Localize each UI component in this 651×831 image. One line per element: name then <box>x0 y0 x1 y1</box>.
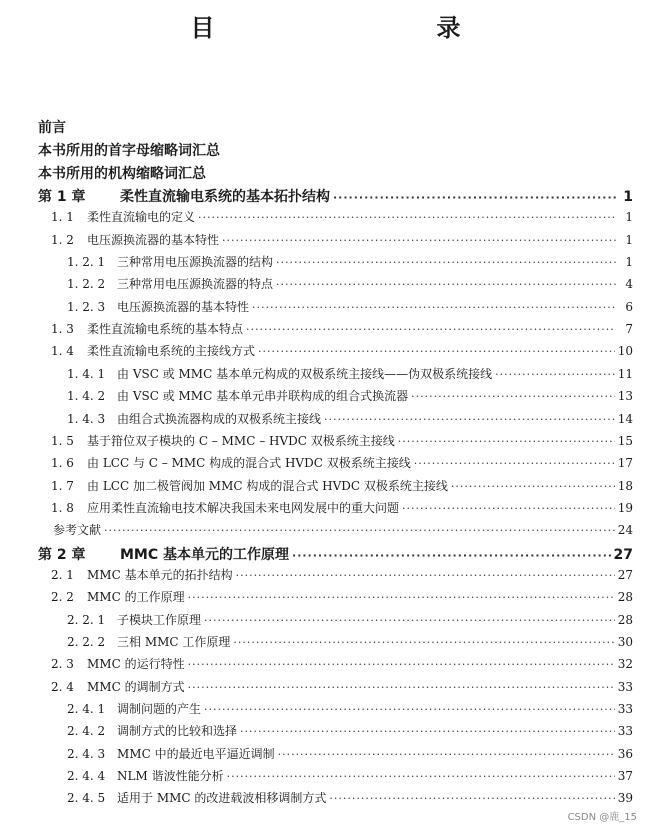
toc-entry-page: 27 <box>617 568 633 582</box>
dot-leader <box>204 703 615 716</box>
toc-entry-title: 三相 MMC 工作原理 <box>117 635 231 649</box>
toc-entry[interactable] <box>67 789 633 806</box>
dot-leader <box>411 390 615 403</box>
toc-entry-page: 10 <box>617 344 633 358</box>
toc-entry[interactable] <box>67 275 633 292</box>
toc-entry-number: 2. 2 <box>51 590 74 604</box>
toc-entry[interactable] <box>67 253 633 270</box>
toc-entry-title: 应用柔性直流输电技术解决我国未来电网发展中的重大问题 <box>87 501 400 515</box>
toc-entry-page: 33 <box>617 680 633 694</box>
dot-leader <box>414 457 615 470</box>
toc-entry-page: 33 <box>617 724 633 738</box>
toc-entry-title: MMC 中的最近电平逼近调制 <box>117 747 275 761</box>
toc-entry[interactable] <box>51 499 633 516</box>
toc-entry-number: 1. 4 <box>51 344 74 358</box>
dot-leader <box>451 480 615 493</box>
toc-entry-title: MMC 基本单元的拓扑结构 <box>87 568 233 582</box>
toc-entry-page: 32 <box>617 657 633 671</box>
toc-entry-number: 2. 4. 2 <box>67 724 106 738</box>
toc-entry-page: 24 <box>617 523 633 537</box>
toc-entry-title: 柔性直流输电的定义 <box>87 210 196 224</box>
dot-leader <box>222 234 616 247</box>
toc-entry[interactable] <box>38 544 633 564</box>
toc-entry-page: 19 <box>617 501 633 515</box>
dot-leader <box>188 658 615 671</box>
toc-entry-number: 1. 8 <box>51 501 74 515</box>
toc-entry-number: 2. 4 <box>51 680 74 694</box>
toc-entry-title: 柔性直流输电系统的基本拓扑结构 <box>120 189 330 205</box>
toc-entry-page: 11 <box>617 367 633 381</box>
toc-entry[interactable] <box>67 365 633 382</box>
toc-entry-title: 由 VSC 或 MMC 基本单元串并联构成的组合式换流器 <box>117 389 409 403</box>
dot-leader <box>258 345 615 358</box>
toc-entry-number: 1. 4. 2 <box>67 389 106 403</box>
toc-entry-title: MMC 的工作原理 <box>87 590 185 604</box>
toc-entry[interactable] <box>67 387 633 404</box>
dot-leader <box>329 792 614 805</box>
toc-entry-title: 电压源换流器的基本特性 <box>117 300 250 314</box>
toc-entry-page: 6 <box>625 300 633 314</box>
toc-entry[interactable] <box>51 342 633 359</box>
toc-entry-page: 37 <box>617 769 633 783</box>
toc-entry-title: MMC 基本单元的工作原理 <box>120 547 290 563</box>
toc-entry[interactable] <box>53 521 633 538</box>
toc-entry-number: 1. 1 <box>51 210 74 224</box>
dot-leader <box>276 278 616 291</box>
toc-entry[interactable] <box>51 231 633 248</box>
dot-leader <box>278 748 615 761</box>
toc-entry-page: 7 <box>625 322 633 336</box>
toc-entry-title: 参考文献 <box>53 523 102 537</box>
toc-entry-page: 1 <box>623 189 633 205</box>
dot-leader <box>276 256 616 269</box>
toc-entry-page: 28 <box>617 613 633 627</box>
toc-entry-number: 1. 7 <box>51 479 74 493</box>
toc-entry-number: 2. 4. 4 <box>67 769 106 783</box>
toc-entry[interactable] <box>67 410 633 427</box>
dot-leader <box>198 211 616 224</box>
toc-entry-page: 30 <box>617 635 633 649</box>
dot-leader <box>402 502 615 515</box>
toc-entry[interactable] <box>67 633 633 650</box>
toc-entry-number: 2. 4. 3 <box>67 747 106 761</box>
watermark: CSDN @鹿_15 <box>567 812 637 823</box>
toc-entry-page: 27 <box>613 547 633 563</box>
dot-leader <box>233 636 614 649</box>
dot-leader <box>495 368 615 381</box>
toc-entry-title: 柔性直流输电系统的主接线方式 <box>87 344 256 358</box>
toc-entry-title: 基于箝位双子模块的 C – MMC – HVDC 双极系统主接线 <box>87 434 395 448</box>
toc-entry-page: 14 <box>617 412 633 426</box>
toc-entry-number: 1. 2 <box>51 233 74 247</box>
toc-entry-title: 三种常用电压源换流器的特点 <box>117 277 274 291</box>
toc-entry-title: NLM 谐波性能分析 <box>117 769 224 783</box>
toc-entry-title: MMC 的调制方式 <box>87 680 185 694</box>
dot-leader <box>398 435 615 448</box>
dot-leader <box>240 725 615 738</box>
front-matter-acronyms: 本书所用的首字母缩略词汇总 <box>38 143 220 159</box>
toc-entry-title: 由 LCC 与 C – MMC 构成的混合式 HVDC 双极系统主接线 <box>87 456 411 470</box>
toc-entry[interactable] <box>51 566 633 583</box>
toc-entry-title: 适用于 MMC 的改进载波相移调制方式 <box>117 791 327 805</box>
toc-entry[interactable] <box>51 588 633 605</box>
dot-leader <box>188 591 615 604</box>
toc-entry-number: 2. 2. 1 <box>67 613 106 627</box>
toc-entry-title: 调制方式的比较和选择 <box>117 724 238 738</box>
toc-entry[interactable] <box>67 722 633 739</box>
toc-entry-page: 13 <box>617 389 633 403</box>
toc-entry-page: 17 <box>617 456 633 470</box>
toc-entry-number: 第 2 章 <box>38 547 86 563</box>
toc-entry-number: 2. 3 <box>51 657 74 671</box>
toc-entry-title: 子模块工作原理 <box>117 613 202 627</box>
toc-entry-title: 调制问题的产生 <box>117 702 202 716</box>
dot-leader <box>204 614 615 627</box>
toc-entry-number: 1. 2. 1 <box>67 255 106 269</box>
toc-entry-number: 1. 6 <box>51 456 74 470</box>
front-matter-institutions: 本书所用的机构缩略词汇总 <box>38 166 206 182</box>
toc-entry-number: 第 1 章 <box>38 189 86 205</box>
toc-entry[interactable] <box>67 298 633 315</box>
toc-entry-page: 18 <box>617 479 633 493</box>
toc-entry-title: 电压源换流器的基本特性 <box>87 233 220 247</box>
toc-entry[interactable] <box>51 477 633 494</box>
toc-entry-page: 4 <box>625 277 633 291</box>
toc-entry-number: 2. 4. 1 <box>67 702 106 716</box>
toc-entry-number: 1. 4. 3 <box>67 412 106 426</box>
toc-entry[interactable] <box>67 767 633 784</box>
toc-entry-title: 由组合式换流器构成的双极系统主接线 <box>117 412 322 426</box>
front-matter-preface: 前言 <box>38 120 66 136</box>
toc-entry-page: 33 <box>617 702 633 716</box>
toc-entry[interactable] <box>67 700 633 717</box>
dot-leader <box>188 681 615 694</box>
toc-entry-page: 1 <box>625 233 633 247</box>
toc-entry-number: 1. 2. 3 <box>67 300 106 314</box>
toc-entry-title: 柔性直流输电系统的基本特点 <box>87 322 244 336</box>
toc-entry-title: 三种常用电压源换流器的结构 <box>117 255 274 269</box>
toc-entry-number: 1. 2. 2 <box>67 277 106 291</box>
page-title: 目 录 <box>190 14 519 42</box>
toc-entry[interactable] <box>51 678 633 695</box>
toc-entry[interactable] <box>38 186 633 206</box>
dot-leader <box>236 569 615 582</box>
toc-entry-number: 1. 4. 1 <box>67 367 106 381</box>
toc-entry-title: MMC 的运行特性 <box>87 657 185 671</box>
toc-entry[interactable] <box>67 611 633 628</box>
toc-entry[interactable] <box>51 432 633 449</box>
toc-entry-number: 2. 4. 5 <box>67 791 106 805</box>
toc-entry-page: 15 <box>617 434 633 448</box>
toc-entry[interactable] <box>51 655 633 672</box>
dot-leader <box>104 524 615 537</box>
toc-entry[interactable] <box>51 208 633 225</box>
toc-entry-page: 36 <box>617 747 633 761</box>
toc-entry-page: 39 <box>617 791 633 805</box>
toc-entry[interactable] <box>67 745 633 762</box>
dot-leader <box>227 770 615 783</box>
toc-entry-title: 由 LCC 加二极管阀加 MMC 构成的混合式 HVDC 双极系统主接线 <box>87 479 448 493</box>
toc-entry[interactable] <box>51 454 633 471</box>
dot-leader <box>246 323 616 336</box>
toc-entry-page: 1 <box>625 210 633 224</box>
dot-leader <box>324 413 615 426</box>
toc-entry-number: 1. 5 <box>51 434 74 448</box>
dot-leader <box>333 191 616 204</box>
toc-entry-title: 由 VSC 或 MMC 基本单元构成的双极系统主接线——伪双极系统接线 <box>117 367 493 381</box>
toc-entry-page: 28 <box>617 590 633 604</box>
dot-leader <box>252 301 616 314</box>
toc-entry-number: 2. 1 <box>51 568 74 582</box>
dot-leader <box>292 549 611 562</box>
toc-entry-number: 1. 3 <box>51 322 74 336</box>
toc-entry[interactable] <box>51 320 633 337</box>
toc-entry-number: 2. 2. 2 <box>67 635 106 649</box>
toc-entry-page: 1 <box>625 255 633 269</box>
